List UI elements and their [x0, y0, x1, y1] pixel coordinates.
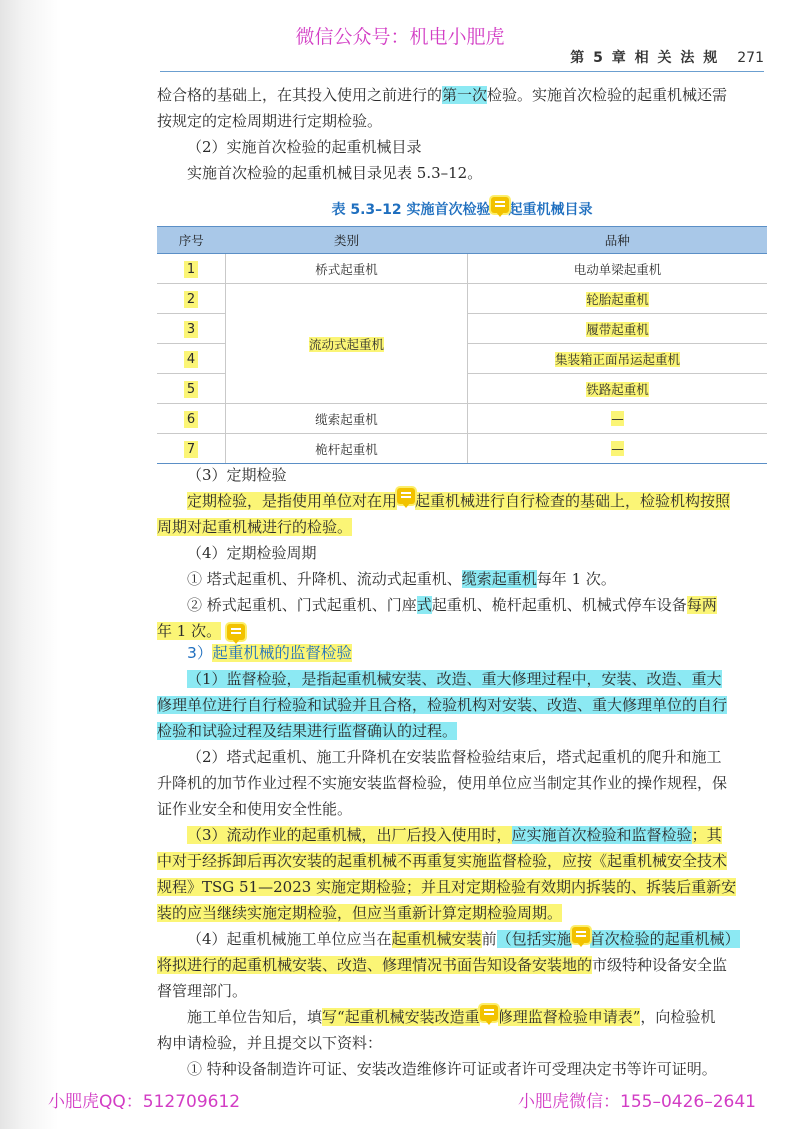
header-rule — [160, 71, 764, 72]
row-number-cell: 6 — [157, 404, 226, 434]
watermark-top: 微信公众号：机电小肥虎 — [295, 26, 505, 48]
table-row — [157, 254, 767, 284]
text-line: 规程》TSG 51—2023 实施定期检验；并且对定期检验有效期内拆装的、拆装后重新安 — [157, 878, 737, 896]
row-number-cell: 3 — [157, 314, 226, 344]
category-cell: 桥式起重机 — [226, 254, 468, 284]
text-line: 修理单位进行自行检验和试验并且合格，检验机构对安装、改造、重大修理单位的自行 — [157, 696, 728, 714]
comment-note-icon[interactable] — [480, 1005, 498, 1021]
list-item: ① 特种设备制造许可证、安装改造维修许可证或者许可受理决定书等许可证明。 — [187, 1060, 717, 1078]
text-line: 将拟进行的起重机械安装、改造、修理情况书面告知设备安装地的市级特种设备安全监 — [157, 956, 728, 974]
watermark-wechat: 小肥虎微信：155–0426–2641 — [518, 1092, 756, 1112]
text-line: 督管理部门。 — [157, 982, 248, 1000]
column-header: 序号 — [157, 227, 226, 254]
variety-cell: 电动单梁起重机 — [468, 254, 768, 284]
text-line: 实施首次检验的起重机械目录见表 5.3–12。 — [187, 164, 483, 182]
category-cell: 缆索起重机 — [226, 404, 468, 434]
text-line: 按规定的定检周期进行定期检验。 — [157, 112, 383, 130]
text-line: 定期检验，是指使用单位对在用 起重机械进行自行检查的基础上，检验机构按照 — [157, 488, 767, 514]
chapter-title: 第 5 章 相 关 法 规 — [570, 50, 720, 66]
text-line: （2）塔式起重机、施工升降机在安装监督检验结束后，塔式起重机的爬升和施工 — [187, 748, 722, 766]
section-heading: 3）起重机械的监督检验 — [187, 644, 352, 662]
column-header: 类别 — [226, 227, 468, 254]
highlight[interactable]: 第一次 — [442, 86, 488, 104]
text-line: （3）流动作业的起重机械，出厂后投入使用时，应实施首次检验和监督检验；其 — [187, 826, 722, 844]
comment-note-icon[interactable] — [397, 488, 415, 504]
page-gutter-shadow — [0, 0, 58, 1129]
supervision-inspection-block — [157, 640, 767, 1082]
row-number-cell: 5 — [157, 374, 226, 404]
text-line: 中对于经拆卸后再次安装的起重机械不再重复实施监督检验，应按《起重机械安全技术 — [157, 852, 728, 870]
comment-note-icon[interactable] — [572, 927, 590, 943]
row-number-cell: 1 — [157, 254, 226, 284]
text-line: （4）起重机械施工单位应当在起重机械安装前（包括实施 首次检验的起重机械） — [157, 926, 767, 952]
subheading: （3）定期检验 — [187, 466, 287, 484]
category-cell: 流动式起重机 — [226, 284, 468, 404]
text-line: 检合格的基础上，在其投入使用之前进行的第一次检验。实施首次检验的起重机械还需 — [157, 86, 728, 104]
text-line: 施工单位告知后，填写“起重机械安装改造重 修理监督检验申请表”，向检验机 — [157, 1004, 767, 1030]
comment-note-icon[interactable] — [227, 624, 245, 640]
table-row — [157, 434, 767, 464]
table-title: 表 5.3–12 实施首次检验 起重机械目录 — [157, 199, 767, 219]
text-line: 构申请检验，并且提交以下资料： — [157, 1034, 383, 1052]
variety-cell: 集装箱正面吊运起重机 — [468, 344, 768, 374]
watermark-qq: 小肥虎QQ：512709612 — [48, 1092, 241, 1112]
variety-cell: 轮胎起重机 — [468, 284, 768, 314]
row-number-cell: 2 — [157, 284, 226, 314]
category-cell: 桅杆起重机 — [226, 434, 468, 464]
variety-cell: 铁路起重机 — [468, 374, 768, 404]
page-number: 271 — [737, 50, 764, 66]
table-row — [157, 404, 767, 434]
variety-cell: 履带起重机 — [468, 314, 768, 344]
text-line: 检验和试验过程及结果进行监督确认的过程。 — [157, 722, 458, 740]
subheading: （2）实施首次检验的起重机械目录 — [187, 138, 422, 156]
variety-cell: — — [468, 434, 768, 464]
text-line: 升降机的加节作业过程不实施安装监督检验，使用单位应当制定其作业的操作规程，保 — [157, 774, 728, 792]
list-item: ① 塔式起重机、升降机、流动式起重机、缆索起重机每年 1 次。 — [187, 570, 616, 588]
text-line: 周期对起重机械进行的检验。 — [157, 518, 353, 536]
first-inspection-table — [157, 226, 767, 464]
row-number-cell: 7 — [157, 434, 226, 464]
intro-block — [157, 82, 767, 186]
text-line: 年 1 次。 — [157, 618, 767, 644]
column-header: 品种 — [468, 227, 768, 254]
periodic-inspection-block — [157, 462, 767, 644]
comment-note-icon[interactable] — [491, 197, 509, 213]
variety-cell: — — [468, 404, 768, 434]
text-line: 装的应当继续实施定期检验，但应当重新计算定期检验周期。 — [157, 904, 563, 922]
table-row — [157, 284, 767, 314]
running-header — [160, 47, 764, 67]
text-line: （1）监督检验，是指起重机械安装、改造、重大修理过程中，安装、改造、重大 — [187, 670, 722, 688]
subheading: （4）定期检验周期 — [187, 544, 317, 562]
text-line: 证作业安全和使用安全性能。 — [157, 800, 353, 818]
row-number-cell: 4 — [157, 344, 226, 374]
table-header-row — [157, 227, 767, 254]
list-item: ② 桥式起重机、门式起重机、门座式起重机、桅杆起重机、机械式停车设备每两 — [187, 596, 717, 614]
